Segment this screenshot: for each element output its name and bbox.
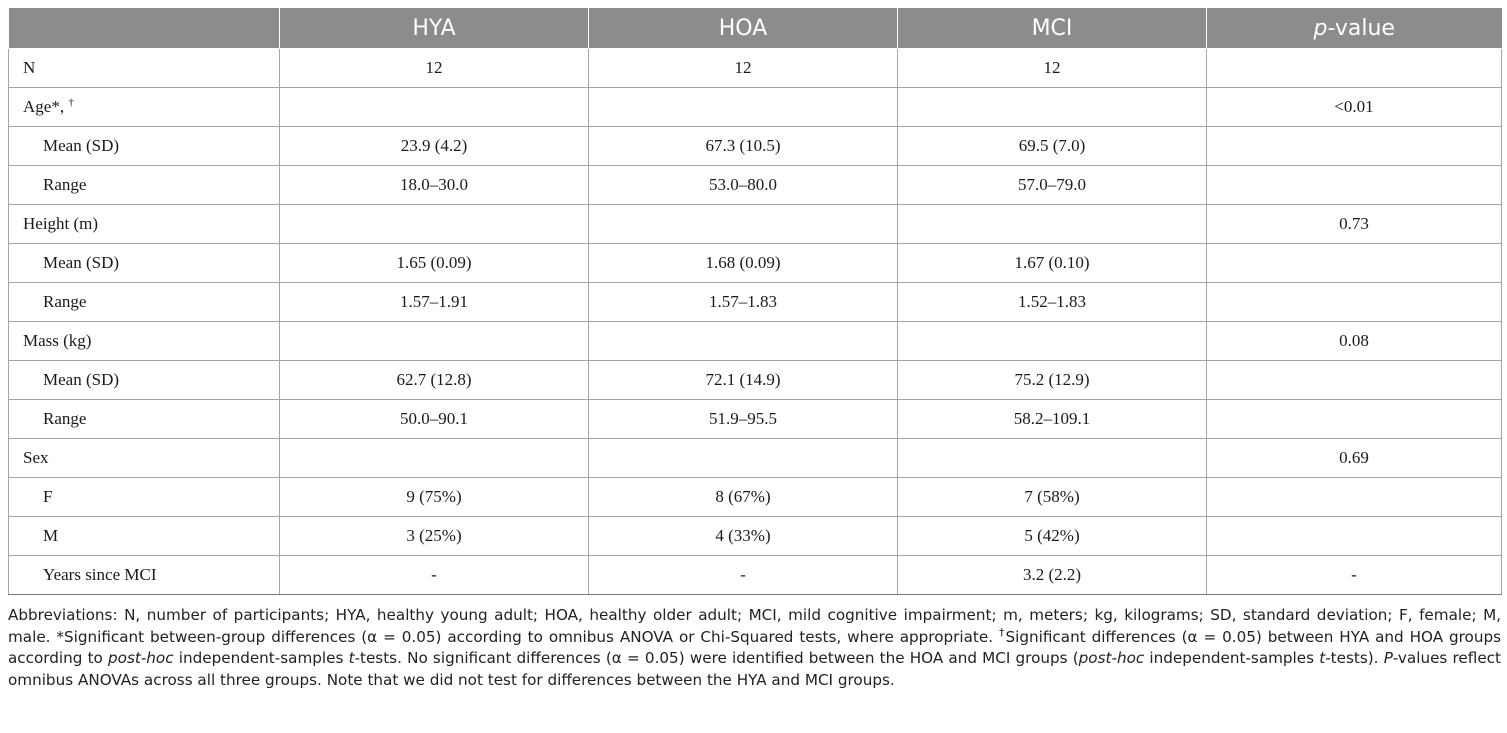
row-label: Height (m) xyxy=(9,205,280,244)
footnote-text: -tests. No significant differences (α = 0.05) were identified between the HOA and MCI groups ( xyxy=(354,649,1079,667)
cell-mci xyxy=(898,88,1207,127)
footnote-text: independent-samples xyxy=(173,649,349,667)
footnote-italic: post-hoc xyxy=(1078,649,1145,667)
cell-pvalue: - xyxy=(1207,556,1502,595)
row-label: M xyxy=(9,517,280,556)
cell-hya: - xyxy=(280,556,589,595)
cell-hoa: - xyxy=(589,556,898,595)
row-label: Years since MCI xyxy=(9,556,280,595)
row-label: Range xyxy=(9,400,280,439)
table-row xyxy=(9,205,1502,244)
table-row xyxy=(9,556,1502,595)
cell-hya: 3 (25%) xyxy=(280,517,589,556)
row-label: F xyxy=(9,478,280,517)
cell-pvalue xyxy=(1207,166,1502,205)
cell-mci: 57.0–79.0 xyxy=(898,166,1207,205)
cell-hya xyxy=(280,322,589,361)
row-label: Range xyxy=(9,166,280,205)
footnote-text: -tests). xyxy=(1325,649,1384,667)
table-row xyxy=(9,244,1502,283)
row-label-text: Age*, xyxy=(23,97,69,116)
header-empty xyxy=(9,8,280,49)
table-row xyxy=(9,166,1502,205)
table-row xyxy=(9,361,1502,400)
cell-mci xyxy=(898,205,1207,244)
footnote-italic: t xyxy=(348,649,355,667)
cell-pvalue xyxy=(1207,361,1502,400)
row-label: Sex xyxy=(9,439,280,478)
cell-mci: 69.5 (7.0) xyxy=(898,127,1207,166)
cell-hoa: 72.1 (14.9) xyxy=(589,361,898,400)
row-label: N xyxy=(9,49,280,88)
cell-hoa: 67.3 (10.5) xyxy=(589,127,898,166)
cell-mci: 75.2 (12.9) xyxy=(898,361,1207,400)
table-row xyxy=(9,517,1502,556)
cell-pvalue: 0.73 xyxy=(1207,205,1502,244)
header-hya: HYA xyxy=(280,8,589,49)
row-label: Range xyxy=(9,283,280,322)
cell-hya: 18.0–30.0 xyxy=(280,166,589,205)
demographics-table xyxy=(8,8,1502,595)
footnote-text: -values reflect omnibus ANOVAs across all three groups. Note that we did not test for differences between the HYA and MCI groups. xyxy=(8,649,1501,689)
footnote-italic: post-hoc xyxy=(108,649,174,667)
table-row xyxy=(9,88,1502,127)
table-row xyxy=(9,439,1502,478)
cell-hoa: 12 xyxy=(589,49,898,88)
cell-hoa xyxy=(589,322,898,361)
cell-hoa: 4 (33%) xyxy=(589,517,898,556)
cell-pvalue xyxy=(1207,283,1502,322)
table-row xyxy=(9,283,1502,322)
cell-hoa xyxy=(589,88,898,127)
footnote-text: Significant differences (α = 0.05) between HYA and HOA groups according to xyxy=(8,627,1502,667)
footnote-italic: P xyxy=(1383,649,1393,667)
table-container xyxy=(8,8,1501,691)
row-label: Mean (SD) xyxy=(9,244,280,283)
cell-hoa: 53.0–80.0 xyxy=(589,166,898,205)
footnote-text: Abbreviations: N, number of participants; HYA, healthy young adult; HOA, healthy older adult; MCI, mild cognitive impairment; m, meters; kg, kilograms; SD, standard deviation; F, female; M, male. *Significant between-group differences (α = 0.05) according to omnibus ANOVA or Chi-Squared tests, where appropriate. xyxy=(8,606,1501,646)
cell-hoa: 1.57–1.83 xyxy=(589,283,898,322)
footnote-italic: t xyxy=(1319,649,1326,667)
cell-hya: 12 xyxy=(280,49,589,88)
cell-pvalue xyxy=(1207,517,1502,556)
footnote-dagger: † xyxy=(998,625,1006,639)
cell-mci: 1.67 (0.10) xyxy=(898,244,1207,283)
table-row xyxy=(9,478,1502,517)
cell-hoa xyxy=(589,439,898,478)
cell-hoa: 51.9–95.5 xyxy=(589,400,898,439)
row-label: Mean (SD) xyxy=(9,127,280,166)
header-row xyxy=(9,8,1502,49)
cell-mci xyxy=(898,322,1207,361)
header-mci: MCI xyxy=(898,8,1207,49)
cell-hya xyxy=(280,439,589,478)
cell-pvalue: <0.01 xyxy=(1207,88,1502,127)
cell-hya: 50.0–90.1 xyxy=(280,400,589,439)
cell-mci: 3.2 (2.2) xyxy=(898,556,1207,595)
cell-pvalue xyxy=(1207,244,1502,283)
header-pvalue-rest: -value xyxy=(1327,15,1395,41)
cell-pvalue xyxy=(1207,478,1502,517)
table-footnote xyxy=(8,605,1501,691)
cell-hya: 62.7 (12.8) xyxy=(280,361,589,400)
cell-hoa: 1.68 (0.09) xyxy=(589,244,898,283)
cell-mci xyxy=(898,439,1207,478)
cell-pvalue: 0.08 xyxy=(1207,322,1502,361)
cell-mci: 1.52–1.83 xyxy=(898,283,1207,322)
row-label xyxy=(9,88,280,127)
table-row xyxy=(9,400,1502,439)
cell-pvalue xyxy=(1207,49,1502,88)
table-row xyxy=(9,49,1502,88)
cell-hya: 1.57–1.91 xyxy=(280,283,589,322)
cell-mci: 5 (42%) xyxy=(898,517,1207,556)
header-pvalue-p: p xyxy=(1313,15,1328,41)
header-pvalue xyxy=(1207,8,1502,49)
table-row xyxy=(9,127,1502,166)
header-hoa: HOA xyxy=(589,8,898,49)
cell-hoa: 8 (67%) xyxy=(589,478,898,517)
cell-hya: 23.9 (4.2) xyxy=(280,127,589,166)
footnote-text: independent-samples xyxy=(1144,649,1320,667)
table-row xyxy=(9,322,1502,361)
cell-pvalue xyxy=(1207,127,1502,166)
cell-hoa xyxy=(589,205,898,244)
cell-hya: 1.65 (0.09) xyxy=(280,244,589,283)
cell-hya xyxy=(280,205,589,244)
cell-pvalue xyxy=(1207,400,1502,439)
cell-mci: 7 (58%) xyxy=(898,478,1207,517)
cell-pvalue: 0.69 xyxy=(1207,439,1502,478)
cell-hya xyxy=(280,88,589,127)
dagger-mark: † xyxy=(68,96,74,109)
row-label: Mean (SD) xyxy=(9,361,280,400)
cell-mci: 12 xyxy=(898,49,1207,88)
cell-mci: 58.2–109.1 xyxy=(898,400,1207,439)
cell-hya: 9 (75%) xyxy=(280,478,589,517)
row-label: Mass (kg) xyxy=(9,322,280,361)
